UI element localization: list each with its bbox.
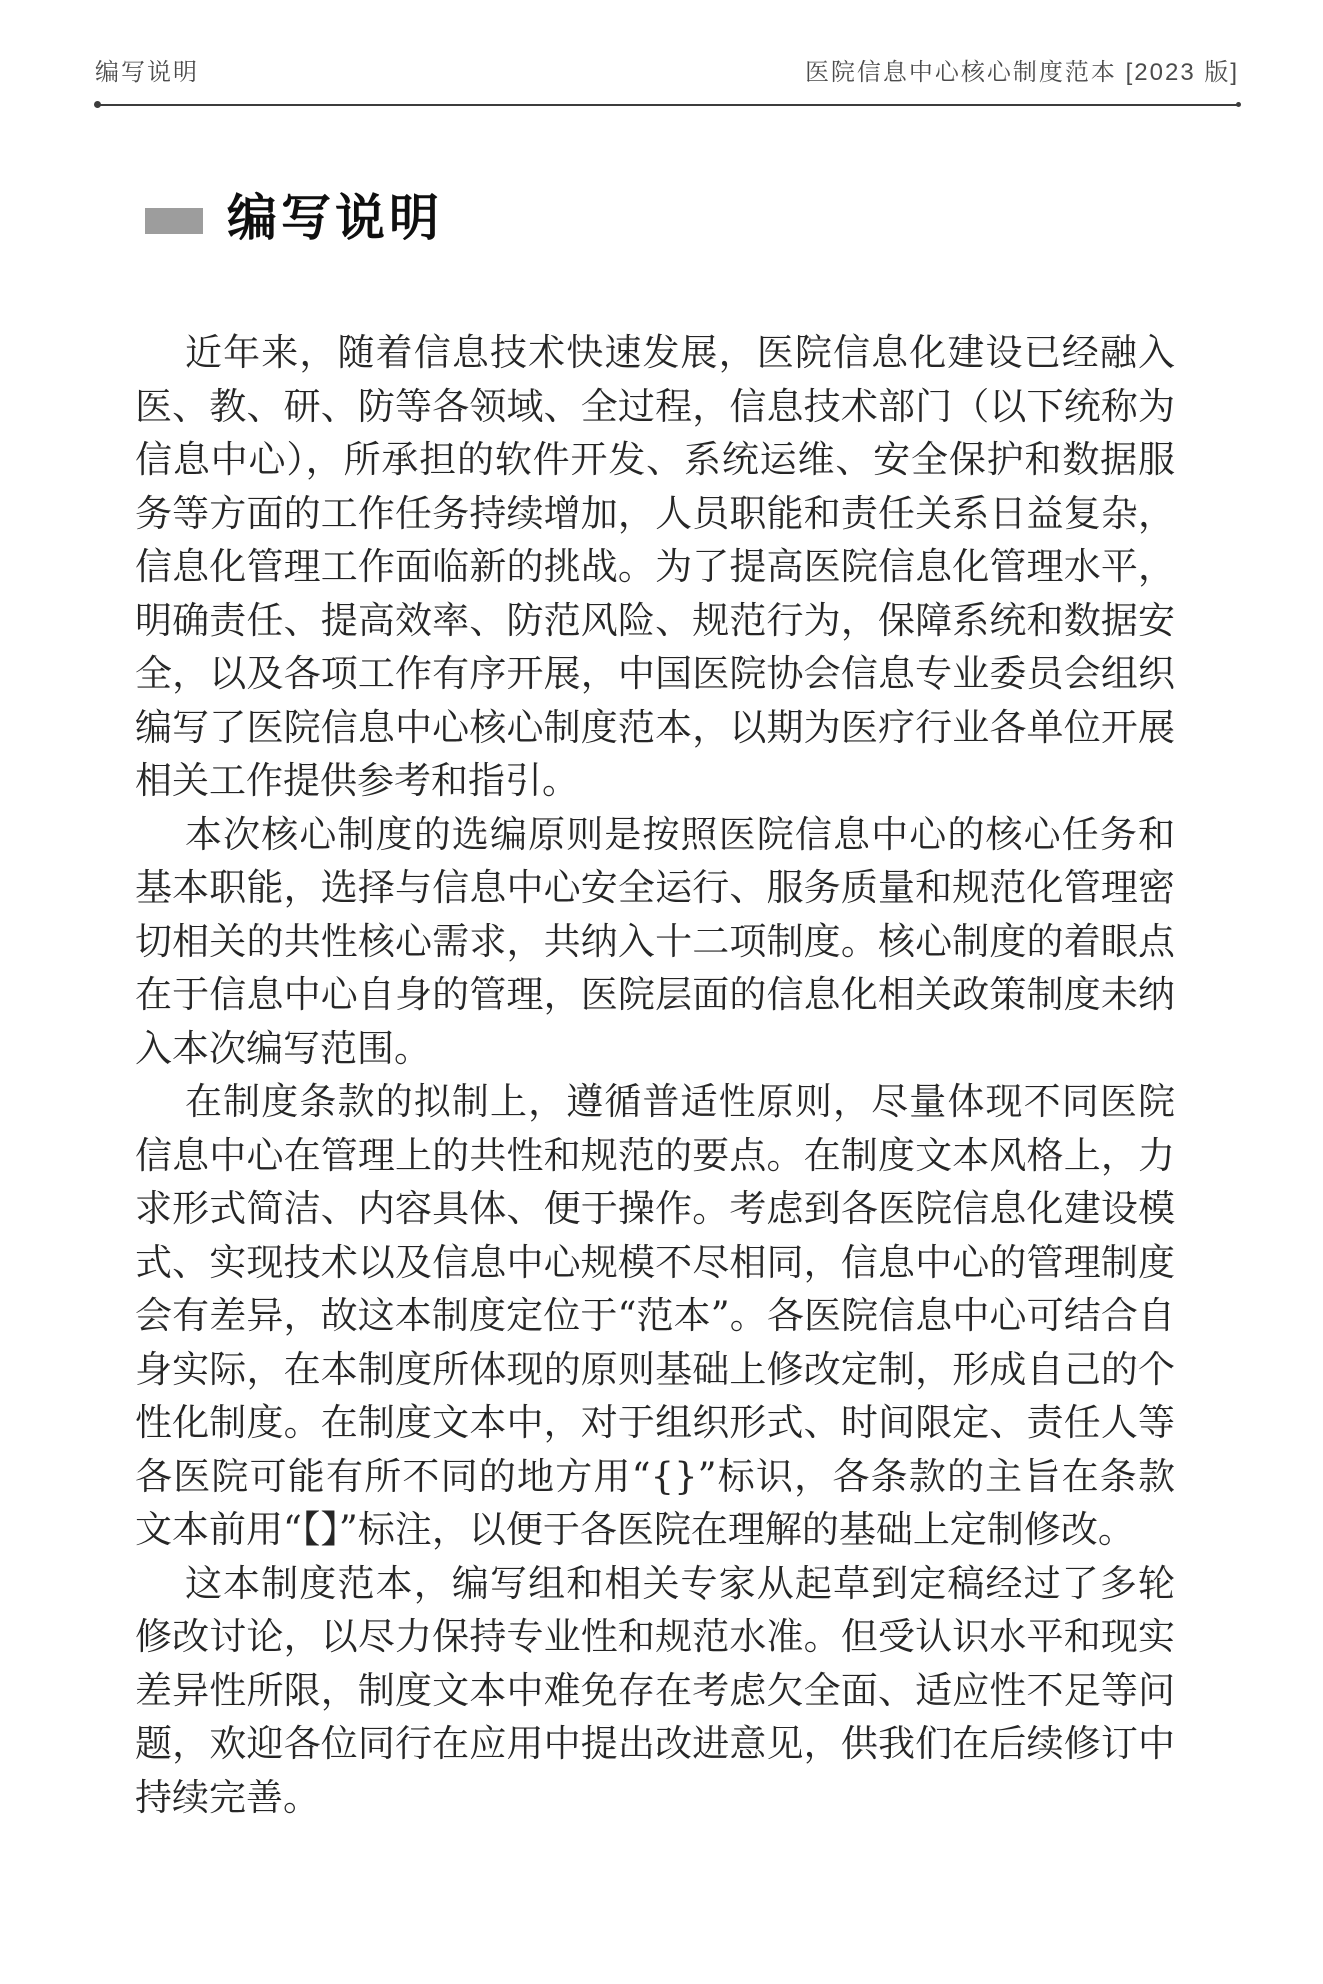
- section-title-text: 编写说明: [227, 190, 443, 246]
- paragraph: 这本制度范本，编写组和相关专家从起草到定稿经过了多轮修改讨论，以尽力保持专业性和规范水准。但受认识水平和现实差异性所限，制度文本中难免存在考虑欠全面、适应性不足等问题，欢迎各位同行在应用中提出改进意见，供我们在后续修订中持续完善。: [135, 1561, 1175, 1819]
- header-divider-line: [96, 104, 1239, 106]
- divider-right-dot: [1236, 102, 1241, 107]
- body-text: [135, 326, 1175, 1824]
- paragraph: 在制度条款的拟制上，遵循普适性原则，尽量体现不同医院信息中心在管理上的共性和规范的要点。在制度文本风格上，力求形式简洁、内容具体、便于操作。考虑到各医院信息化建设模式、实现技术以及信息中心规模不尽相同，信息中心的管理制度会有差异，故这本制度定位于“范本”。各医院信息中心可结合自身实际，在本制度所体现的原则基础上修改定制，形成自己的个性化制度。在制度文本中，对于组织形式、时间限定、责任人等各医院可能有所不同的地方用“{}”标识，各条款的主旨在条款文本前用“【】”标注，以便于各医院在理解的基础上定制修改。: [135, 1080, 1175, 1551]
- header-section-label: 编写说明: [95, 59, 199, 86]
- divider-left-dot: [94, 101, 101, 108]
- paragraph: 本次核心制度的选编原则是按照医院信息中心的核心任务和基本职能，选择与信息中心安全运行、服务质量和规范化管理密切相关的共性核心需求，共纳入十二项制度。核心制度的着眼点在于信息中心自身的管理，医院层面的信息化相关政策制度未纳入本次编写范围。: [135, 812, 1175, 1070]
- running-header: [95, 52, 1239, 87]
- title-marker-bar: [145, 208, 203, 234]
- section-title: [145, 178, 443, 250]
- header-book-title: 医院信息中心核心制度范本 [2023 版]: [804, 59, 1239, 86]
- paragraph: 近年来，随着信息技术快速发展，医院信息化建设已经融入医、教、研、防等各领域、全过程，信息技术部门（以下统称为信息中心），所承担的软件开发、系统运维、安全保护和数据服务等方面的工作任务持续增加，人员职能和责任关系日益复杂，信息化管理工作面临新的挑战。为了提高医院信息化管理水平，明确责任、提高效率、防范风险、规范行为，保障系统和数据安全，以及各项工作有序开展，中国医院协会信息专业委员会组织编写了医院信息中心核心制度范本，以期为医疗行业各单位开展相关工作提供参考和指引。: [135, 331, 1175, 802]
